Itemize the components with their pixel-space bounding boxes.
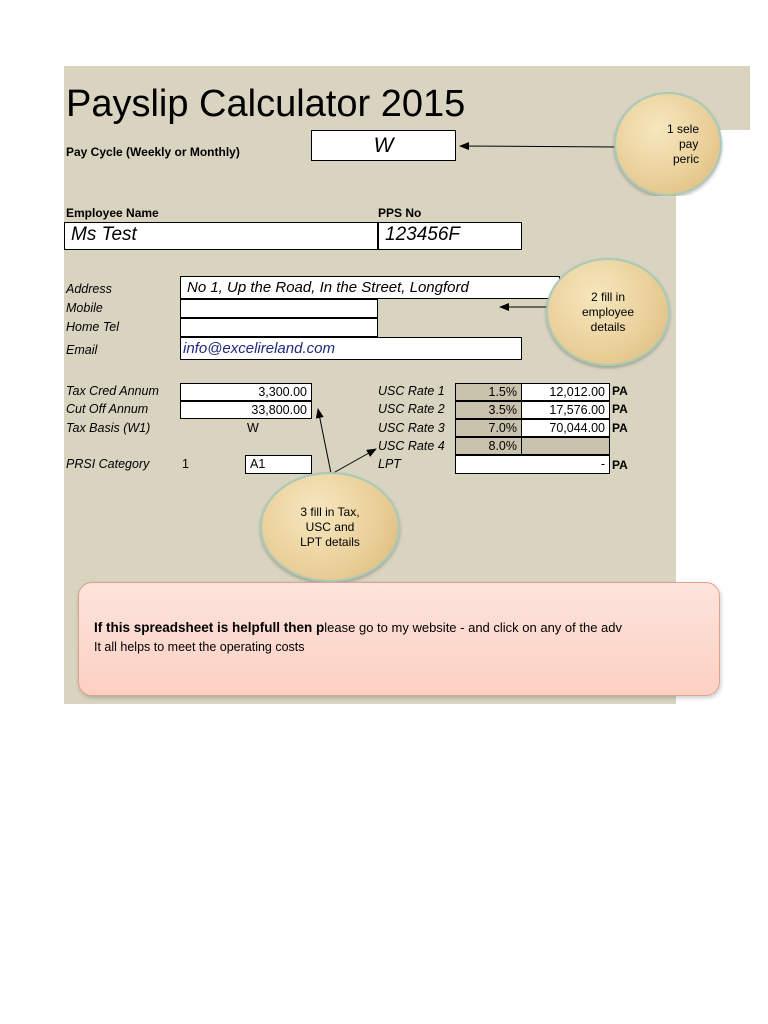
cut-off-cell[interactable]: 33,800.00 bbox=[180, 401, 312, 419]
pps-label: PPS No bbox=[378, 206, 422, 220]
arrow-pay-cycle bbox=[460, 146, 618, 147]
tax-cred-label: Tax Cred Annum bbox=[66, 384, 159, 398]
banner-line-1-bold: If this spreadsheet is helpfull then p bbox=[94, 620, 325, 635]
bubble-1-clip bbox=[612, 92, 768, 196]
usc-rate-4-cell[interactable]: 8.0% bbox=[455, 437, 522, 455]
bubble-1-line-1: 1 sele bbox=[666, 121, 700, 136]
usc-rate-1-label: USC Rate 1 bbox=[378, 384, 445, 398]
bubble-1-line-2: pay bbox=[678, 136, 699, 151]
prsi-category-cell[interactable]: A1 bbox=[245, 455, 312, 474]
banner-line-1-rest: lease go to my website - and click on any of the adv bbox=[324, 620, 623, 635]
bubble-2-line-3: details bbox=[590, 319, 626, 334]
usc-amount-1-cell[interactable]: 12,012.00 bbox=[521, 383, 610, 401]
email-cell[interactable]: info@excelireland.com bbox=[180, 337, 522, 360]
usc-unit-1: PA bbox=[612, 384, 628, 398]
usc-rate-4-label: USC Rate 4 bbox=[378, 439, 445, 453]
address-label: Address bbox=[66, 282, 112, 296]
employee-name-cell[interactable]: Ms Test bbox=[64, 222, 378, 250]
step-1-bubble bbox=[614, 92, 722, 196]
usc-rate-3-label: USC Rate 3 bbox=[378, 421, 445, 435]
usc-rate-2-cell[interactable]: 3.5% bbox=[455, 401, 522, 419]
banner-line-2: It all helps to meet the operating costs bbox=[94, 640, 305, 654]
lpt-label: LPT bbox=[378, 457, 401, 471]
step-2-bubble bbox=[546, 258, 670, 366]
bubble-2-line-2: employee bbox=[581, 304, 635, 319]
pay-cycle-cell[interactable]: W bbox=[311, 130, 456, 161]
support-banner-text bbox=[78, 582, 676, 694]
employee-name-label: Employee Name bbox=[66, 206, 159, 220]
lpt-unit: PA bbox=[612, 458, 628, 472]
bubble-2-line-1: 2 fill in bbox=[590, 289, 625, 304]
address-cell[interactable]: No 1, Up the Road, In the Street, Longford bbox=[180, 276, 560, 299]
tax-basis-label: Tax Basis (W1) bbox=[66, 421, 151, 435]
lpt-cell[interactable]: - bbox=[455, 455, 610, 474]
usc-amount-3-cell[interactable]: 70,044.00 bbox=[521, 419, 610, 437]
prsi-label: PRSI Category bbox=[66, 457, 150, 471]
cut-off-label: Cut Off Annum bbox=[66, 402, 149, 416]
home-tel-label: Home Tel bbox=[66, 320, 120, 334]
usc-unit-3: PA bbox=[612, 421, 628, 435]
bubble-3-line-3: LPT details bbox=[300, 534, 360, 549]
usc-amount-2-cell[interactable]: 17,576.00 bbox=[521, 401, 610, 419]
pps-cell[interactable]: 123456F bbox=[378, 222, 522, 250]
usc-unit-2: PA bbox=[612, 402, 628, 416]
usc-rate-2-label: USC Rate 2 bbox=[378, 402, 445, 416]
bubble-3-line-2: USC and bbox=[305, 519, 355, 534]
tax-cred-cell[interactable]: 3,300.00 bbox=[180, 383, 312, 401]
bubble-1-line-3: peric bbox=[672, 151, 699, 166]
usc-rate-3-cell[interactable]: 7.0% bbox=[455, 419, 522, 437]
mobile-label: Mobile bbox=[66, 301, 103, 315]
email-label: Email bbox=[66, 343, 98, 357]
usc-rate-1-cell[interactable]: 1.5% bbox=[455, 383, 522, 401]
step-3-bubble bbox=[260, 472, 400, 582]
page-title: Payslip Calculator 2015 bbox=[66, 83, 466, 125]
banner-line-1 bbox=[94, 620, 622, 635]
tax-basis-value: W bbox=[247, 421, 259, 435]
prsi-number: 1 bbox=[182, 457, 189, 471]
bubble-3-line-1: 3 fill in Tax, bbox=[300, 504, 360, 519]
pay-cycle-label: Pay Cycle (Weekly or Monthly) bbox=[66, 145, 240, 159]
